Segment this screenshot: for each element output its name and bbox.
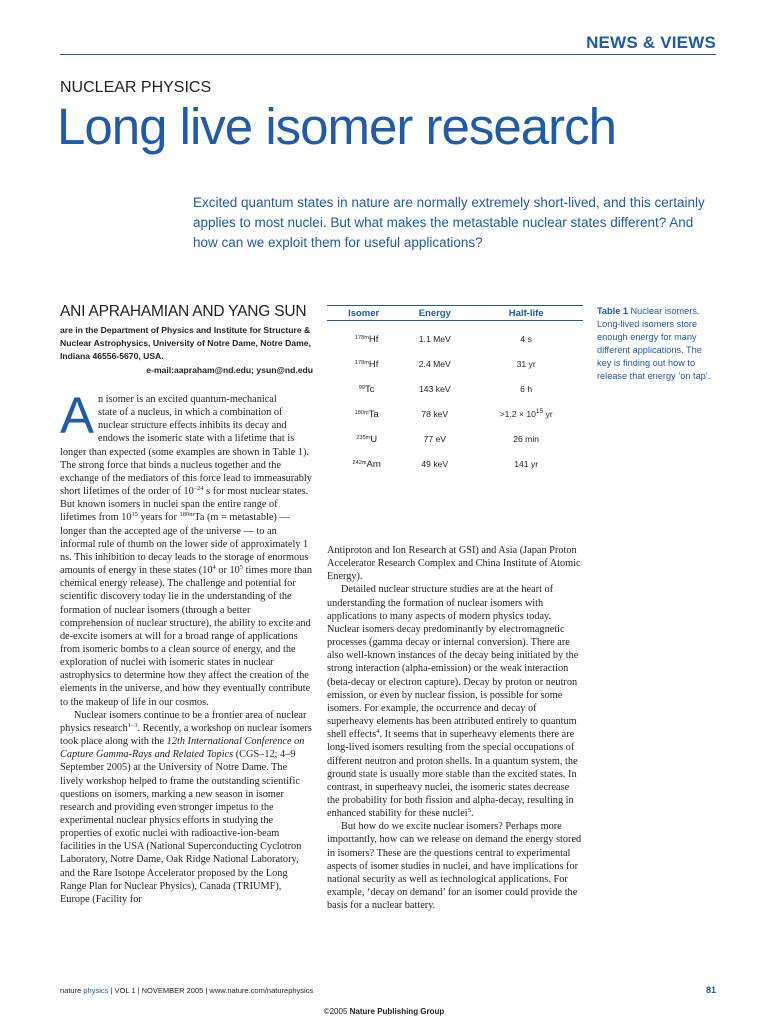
energy-cell: 49 keV: [421, 459, 449, 469]
energy-cell: 1.1 MeV: [418, 334, 451, 345]
half-life-cell: 6 h: [520, 384, 533, 394]
isomer-cell: $^{242m}$Am: [352, 458, 381, 470]
paragraph-4: Detailed nuclear structure studies are at the heart of understanding the formation of nuclear isomers with applications to many aspects of modern physics today. Nuclear isomers decay predominantly by electromagnetic processes (gamma decay or internal conversion). There are also well-known instances of the decay being initiated by the strong interaction (alpha-emission) or the weak interaction (beta-decay or electron capture). Decay by proton or neutron emission, or even by nuclear fission, is possible for some isomers. For example, the occurrence and decay of superheavy elements has been attributed entirely to quantum shell effects$^4$. It seems that in superheavy elements there are long-lived isomers resulting from the special occupations of different neutron and proton shells. In a quantum system, the ground state is usually more stable than the excited states. In contrast, in superheavy nuclei, the isomeric states decrease the probability for both fission and alpha-decay, resulting in enhanced stability for these nuclei$^5$.: [327, 584, 579, 820]
isomer-table: [327, 305, 583, 477]
reference-link[interactable]: 5: [467, 807, 471, 815]
authors: ANI APRAHAMIAN AND YANG SUN: [60, 303, 307, 320]
energy-cell: 143 keV: [419, 384, 451, 394]
table-row: [327, 377, 583, 402]
header-rule: [60, 54, 716, 55]
copyright: ©2005 Nature Publishing Group: [323, 1007, 445, 1016]
table-row: [327, 321, 583, 352]
column-header-energy: Energy: [400, 306, 469, 321]
reference-link[interactable]: 1–3: [127, 721, 138, 729]
author-affiliation: are in the Department of Physics and Institute for Structure & Nuclear Astrophysics, University of Notre Dame, Notre Dame, Indiana 46556-5670, USA.: [60, 325, 311, 362]
reference-link[interactable]: 4: [376, 728, 380, 736]
isomer-cell: $^{178m}$Hf: [354, 333, 379, 345]
isomer-cell: $^{180m}$Ta: [354, 408, 379, 420]
energy-cell: 2.4 MeV: [418, 359, 451, 369]
half-life-cell: $>1.2 \times 10^{15}$ yr: [499, 408, 553, 419]
table-row: [327, 427, 583, 452]
table-row: [327, 452, 583, 477]
journal-footer: nature physics | VOL 1 | NOVEMBER 2005 | www.nature.com/naturephysics: [60, 986, 314, 995]
section-label: NEWS & VIEWS: [586, 33, 716, 52]
conference-title: 12th International Conference on Capture Gamma-Rays and Related Topics: [60, 736, 305, 761]
energy-cell: 77 eV: [423, 434, 447, 444]
standfirst: Excited quantum states in nature are normally extremely short-lived, and this certainly applies to most nuclei. But what makes the metastable nuclear states different? And how can we exploit them for useful applications?: [193, 195, 705, 250]
isomer-cell: $^{178m}$Hf: [354, 358, 379, 370]
author-email: e-mail:aapraham@nd.edu; ysun@nd.edu: [146, 365, 313, 375]
article-kicker: NUCLEAR PHYSICS: [60, 79, 212, 96]
isomer-cell: $^{99}$Tc: [358, 383, 375, 395]
body-column-2: [327, 544, 583, 912]
table-row: [327, 352, 583, 377]
table-row: [327, 402, 583, 427]
table-caption: Table 1 Nuclear isomers. Long-lived isomers store enough energy for many different applications. The key is finding out how to release that energy ‘on tap’.: [597, 306, 711, 382]
paragraph-3: Antiproton and Ion Research at GSI) and Asia (Japan Proton Accelerator Research Complex and China Institute of Atomic Energy).: [327, 545, 581, 583]
body-column-1: [60, 387, 313, 906]
isomer-cell: $^{235m}$U: [356, 433, 378, 445]
column-header-isomer: Isomer: [327, 306, 400, 321]
paragraph-5: But how do we excite nuclear isomers? Perhaps more importantly, how can we release on demand the energy stored in isomers? These are the questions central to experimental aspects of isomer studies in nuclei, and have implications for national security as well as technological applications. For example, ‘decay on demand’ for an isomer could provide the basis for a nuclear battery.: [327, 821, 582, 912]
article-title: Long live isomer research: [57, 98, 616, 155]
energy-cell: 78 keV: [421, 409, 449, 419]
paragraph-1-first-line: n isomer is an excited quantum-mechanical: [98, 394, 277, 405]
half-life-cell: 141 yr: [514, 459, 539, 469]
column-header-half-life: Half-life: [469, 306, 583, 321]
paragraph-1: An isomer is an excited quantum-mechanical state of a nucleus, in which a combination of nuclear structure effects inhibits its decay and endows the isomeric state with a lifetime that is longer than expected (some examples are shown in Table 1). The strong force that binds a nucleus together and the exchange of the mediators of this force lead to immeasurably short lifetimes of the order of $10^{-24}$ s for most nuclear states. But known isomers in nuclei span the entire range of lifetimes from $10^{15}$ years for $^{180m}$Ta (m = metastable) — longer than the accepted age of the universe — to an informal rule of thumb on the lower side of approximately 1 ns. This inhibition to decay leads to the storage of enormous amounts of energy in these states ($10^4$ or $10^5$ times more than chemical energy release). The challenge and potential for scientific discovery today lie in the understanding of the formation of nuclear isomers (through a better comprehension of nuclear structure), the ability to excite and de-excite isomers at will for a broad range of applications from isomeric bombs to a clean source of energy, and the exploration of nuclei with isomeric states in nuclear astrophysics to determine how they affect the creation of the elements in the universe, and how they eventually contribute to the makeup of life in our cosmos.: [60, 387, 312, 708]
page-number: 81: [705, 985, 716, 995]
half-life-cell: 31 yr: [516, 359, 536, 369]
drop-cap: A: [60, 387, 95, 444]
paragraph-2: Nuclear isomers continue to be a frontier area of nuclear physics research$^{1-3}$. Recently, a workshop on nuclear isomers took place along with the 12th International Conference on Capture Gamma-Rays and Related Topics (CGS–12; 4–9 September 2005) at the University of Notre Dame. The lively workshop helped to frame the outstanding scientific questions on isomers, marking a new season in isomer research and providing even stronger impetus to the experimental nuclear physics efforts in studying the properties of exotic nuclei with radioactive-ion-beam facilities in the USA (National Superconducting Cyclotron Laboratory, Notre Dame, Oak Ridge National Laboratory, and the Rare Isotope Accelerator proposed by the Long Range Plan for Nuclear Physics), Canada (TRIUMF), Europe (Facility for: [60, 709, 312, 905]
half-life-cell: 26 min: [513, 434, 540, 444]
table-caption-label: Table 1: [597, 306, 628, 316]
half-life-cell: 4 s: [520, 334, 532, 345]
